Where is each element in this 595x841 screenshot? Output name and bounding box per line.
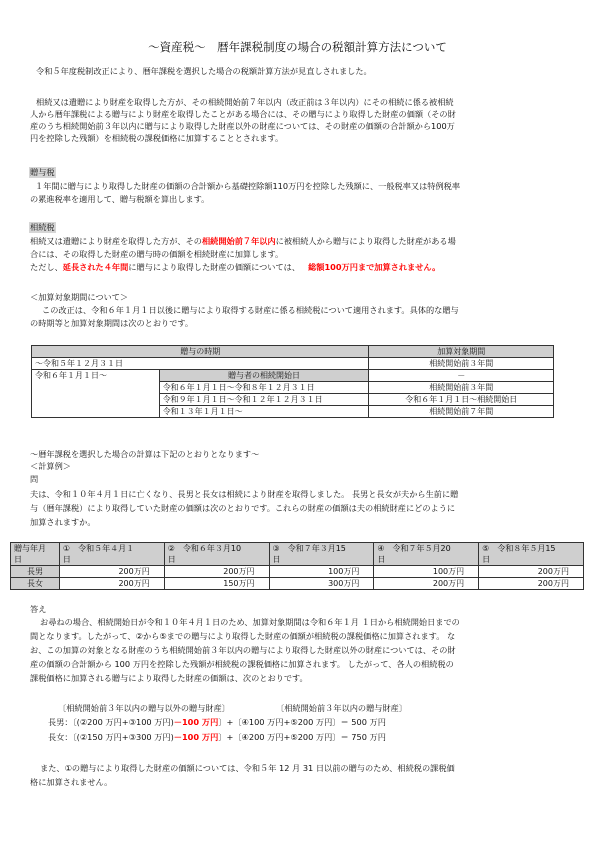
row-label: 長女 <box>11 578 60 590</box>
table-cell: 200万円 <box>59 578 164 590</box>
calc-heading: ＜計算例＞ <box>30 461 71 471</box>
table-cell: 令和６年１月１日～ <box>32 370 160 418</box>
gift-tax-heading: 贈与税 <box>30 167 55 177</box>
table-header: 贈与の時期 <box>32 346 369 358</box>
inheritance-tax-line: 相続又は遺贈により財産を取得した方が、その相続開始前７年以内に被相続人から贈与により取得した財産がある場 <box>30 236 456 246</box>
formula-line-eldest-daughter: 長女：〔(②150 万円+③300 万円)－100 万円〕+〔④200 万円+⑤200 万円〕＝ 750 万円 <box>48 732 386 742</box>
answer-line: 間となります。したがって、②から⑤までの贈与により取得した財産の価額が相続税の課税価格に加算されます。 な <box>30 631 456 641</box>
table-header: 加算対象期間 <box>369 346 554 358</box>
answer-line: お、この加算の対象となる財産のうち相続開始前３年以内の贈与により取得した財産以外の財産については、その財 <box>30 645 456 655</box>
question-line: 与（暦年課税）により取得していた財産の価額は次のとおりです。これらの財産の価額は夫の相続財産にどのように <box>30 503 456 513</box>
period-line: の時期等と加算対象期間は次のとおりです。 <box>30 318 194 328</box>
formula-header: 〔相続開始前３年以内の贈与以外の贈与財産〕 <box>58 703 230 713</box>
paragraph-line: 産のうち相続開始前３年以内に贈与により取得した財産以外の財産については、その財産の価額の合計額から100万 <box>30 121 455 131</box>
closing-line: また、①の贈与により取得した財産の価額については、令和５年 12 月 31 日以前の贈与のため、相続税の課税価 <box>40 763 455 773</box>
period-table <box>31 345 554 418</box>
table-header: 贈与年月 日 <box>11 543 60 566</box>
paragraph-line: 相続又は遺贈により財産を取得した方が、その相続開始前７年以内（改正前は３年以内）にその相続に係る被相続 <box>36 97 454 107</box>
paragraph-line: 円を控除した残額）を相続税の課税価格に加算することとされます。 <box>30 133 284 143</box>
table-cell: 150万円 <box>164 578 269 590</box>
answer-label: 答え <box>30 604 47 614</box>
table-cell: 100万円 <box>269 566 374 578</box>
inheritance-tax-line: ただし、延長された４年間に贈与により取得した財産の価額については、 総額100万円まで加算されません。 <box>30 262 441 272</box>
table-cell: ～令和５年１２月３１日 <box>32 358 369 370</box>
table-header: ① 令和５年４月１ 日 <box>59 543 164 566</box>
answer-line: お尋ねの場合、相続開始日が令和１０年４月１日のため、加算対象期間は令和６年１月 １日から相続開始日までの <box>40 617 460 627</box>
table-header: ② 令和６年３月10 日 <box>164 543 269 566</box>
period-heading: ＜加算対象期間について＞ <box>30 292 129 302</box>
table-header: ④ 令和７年５月20 日 <box>374 543 479 566</box>
table-cell: 令和６年１月１日～相続開始日 <box>369 394 554 406</box>
paragraph-line: 人から暦年課税による贈与により財産を取得したことがある場合には、その贈与により取得した財産の価額（その財 <box>30 109 456 119</box>
table-cell: 300万円 <box>269 578 374 590</box>
table-cell: 相続開始前３年間 <box>369 382 554 394</box>
table-cell: 相続開始前３年間 <box>369 358 554 370</box>
answer-line: 産の価額の合計額から 100 万円を控除した残額が相続税の課税価格に加算されます。 したがって、各人の相続税の <box>30 659 454 669</box>
closing-line: 格に加算されません。 <box>30 777 113 787</box>
answer-line: 課税価格に加算される贈与により取得した財産の価額は、次のとおりです。 <box>30 673 308 683</box>
period-line: この改正は、令和６年１月１日以後に贈与により取得する財産に係る相続税について適用されます。具体的な贈与 <box>42 305 459 315</box>
formula-header: 〔相続開始前３年以内の贈与財産〕 <box>276 703 408 713</box>
question-line: 加算されますか。 <box>30 517 96 527</box>
table-cell: 200万円 <box>374 578 479 590</box>
formula-line-eldest-son: 長男：〔(②200 万円+③100 万円)－100 万円〕+〔④100 万円+⑤200 万円〕＝ 500 万円 <box>48 717 386 727</box>
question-label: 問 <box>30 474 39 484</box>
intro-text: 令和５年度税制改正により、暦年課税を選択した場合の税額計算方法が見直しされました。 <box>36 66 372 76</box>
table-cell: 100万円 <box>374 566 479 578</box>
page-title: ～資産税～ 暦年課税制度の場合の税額計算方法について <box>148 40 447 54</box>
inheritance-tax-heading: 相続税 <box>30 222 55 232</box>
table-header: ⑤ 令和８年５月15 日 <box>479 543 584 566</box>
table-cell: 200万円 <box>164 566 269 578</box>
gift-tax-line: １年間に贈与により取得した財産の価額の合計額から基礎控除額110万円を控除した残額に、一般税率又は特例税率 <box>35 181 461 191</box>
gift-table <box>10 542 584 590</box>
table-cell: 令和６年１月１日～令和８年１２月３１日 <box>159 382 369 394</box>
row-label: 長男 <box>11 566 60 578</box>
table-cell: 令和１３年１月１日～ <box>159 406 369 418</box>
calc-intro: ～暦年課税を選択した場合の計算は下記のとおりとなります～ <box>30 449 260 459</box>
inheritance-tax-line: 合には、その取得した財産の贈与時の価額を相続財産に加算します。 <box>30 249 284 259</box>
gift-tax-line: の累進税率を適用して、贈与税額を算出します。 <box>30 194 210 204</box>
table-cell: 令和９年１月１日～令和１２年１２月３１日 <box>159 394 369 406</box>
question-line: 夫は、令和１０年４月１日に亡くなり、長男と長女は相続により財産を取得しました。 長男と長女が夫から生前に贈 <box>30 489 459 499</box>
table-cell: 200万円 <box>59 566 164 578</box>
table-header: ③ 令和７年３月15 日 <box>269 543 374 566</box>
table-cell: － <box>369 370 554 382</box>
table-cell: 200万円 <box>479 566 584 578</box>
table-subheader: 贈与者の相続開始日 <box>159 370 369 382</box>
table-cell: 相続開始前７年間 <box>369 406 554 418</box>
table-cell: 200万円 <box>479 578 584 590</box>
